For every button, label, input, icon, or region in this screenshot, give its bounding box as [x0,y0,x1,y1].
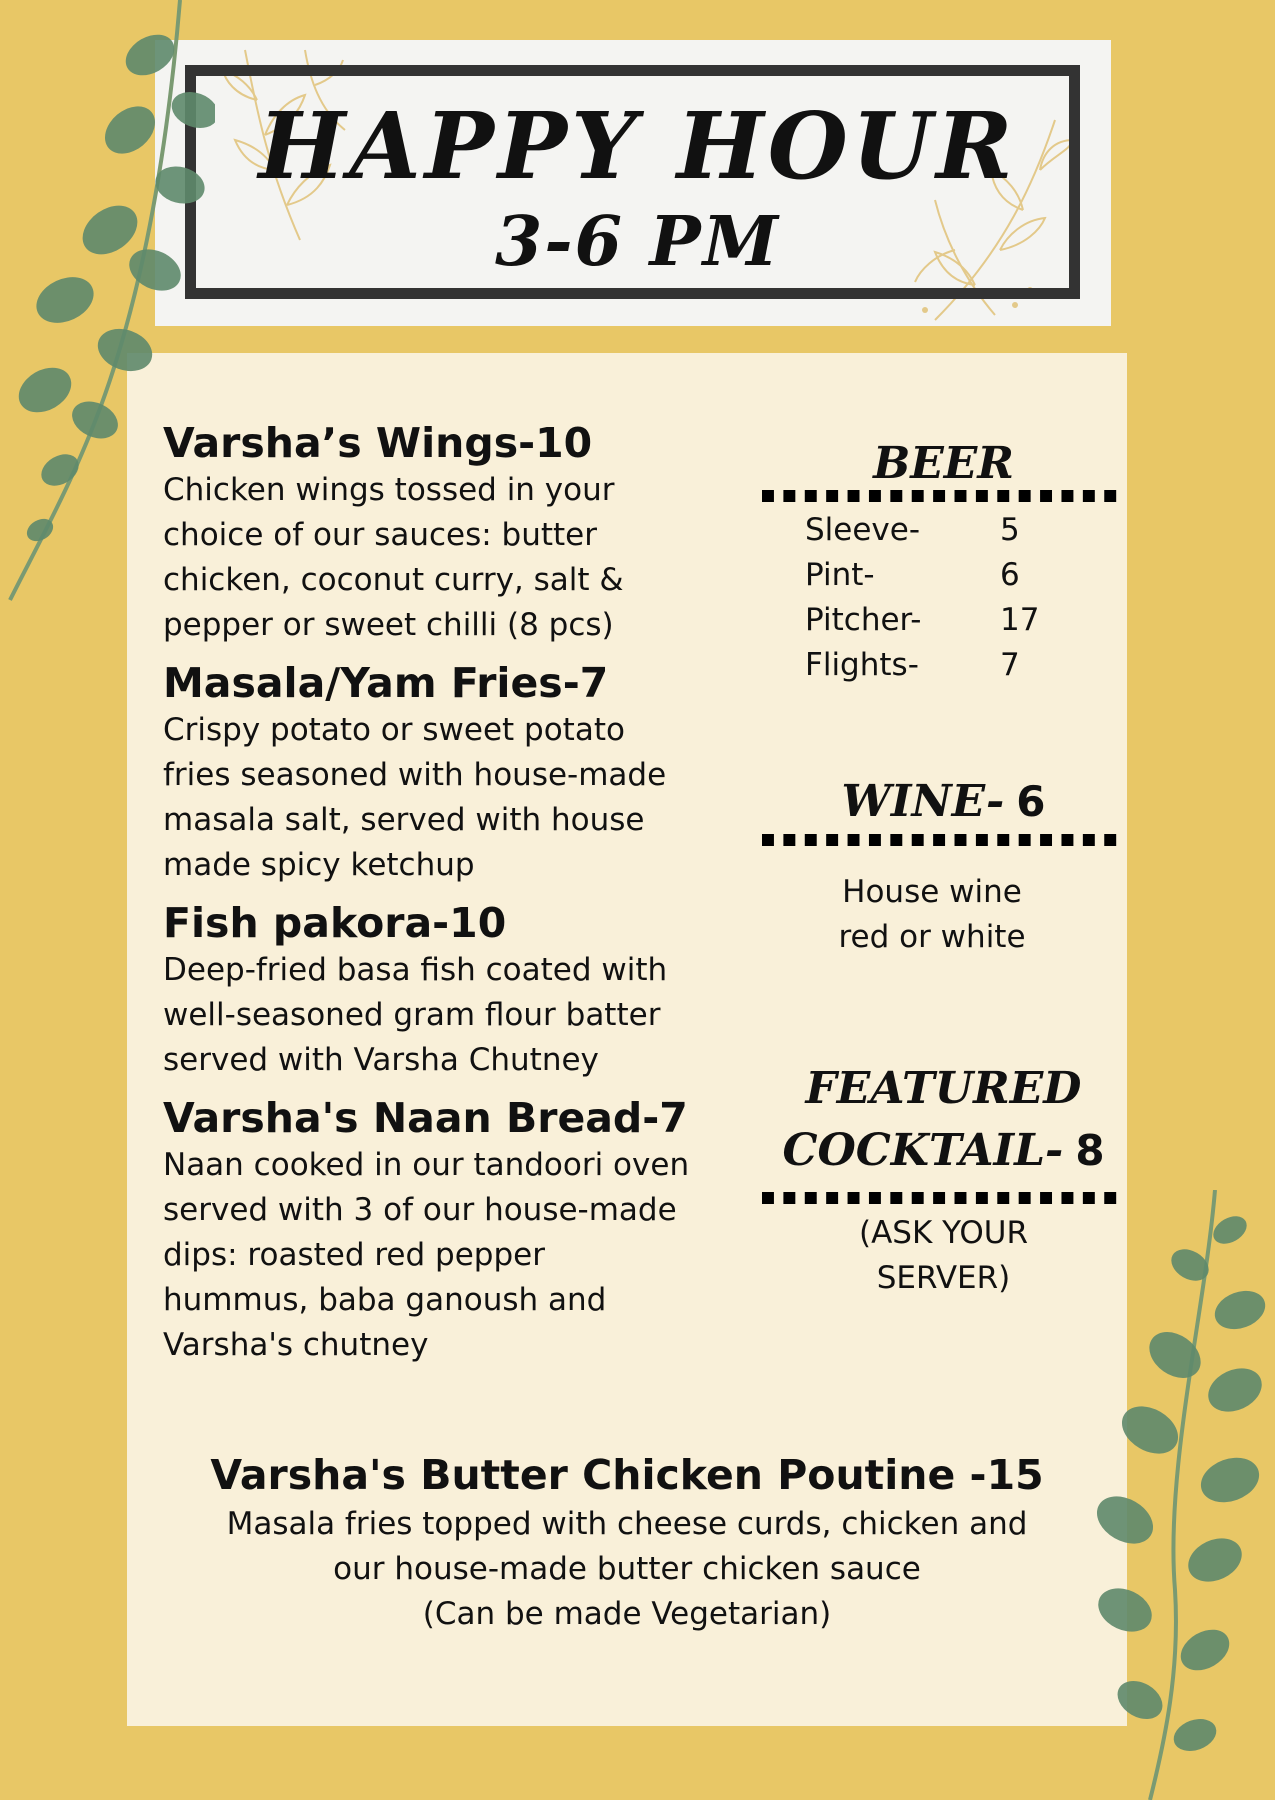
beer-heading [762,438,1125,489]
food-list [163,418,723,1378]
beer-price: 7 [1000,647,1020,683]
eucalyptus-branch-icon [0,0,215,610]
food-item [163,658,723,888]
food-item-description: Crispy potato or sweet potato fries seasoned with house-made masala salt, served with house made spicy ketchup [163,712,667,883]
page-title: HAPPY HOUR [258,92,1017,200]
beer-row [805,508,1039,553]
food-item-description: Chicken wings tossed in your choice of our sauces: butter chicken, coconut curry, salt & pepper or sweet chilli (8 pcs) [163,472,624,643]
food-item-description: Deep-fried basa fish coated with well-seasoned gram flour batter served with Varsha Chutney [163,952,668,1078]
cocktail-heading [762,1058,1125,1182]
eucalyptus-branch-icon [1055,1190,1275,1800]
beer-row [805,643,1039,688]
feature-item-description: Masala fries topped with cheese curds, chicken and our house-made butter chicken sauce (Can be made Vegetarian) [226,1506,1028,1632]
beer-size: Sleeve- [805,512,921,548]
cocktail-heading-line2: COCKTAIL- [782,1125,1064,1176]
wine-heading-label: WINE- [841,776,1005,827]
food-item-name: Masala/Yam Fries-7 [163,659,609,707]
feature-item-name: Varsha's Butter Chicken Poutine -15 [210,1451,1044,1499]
wine-description: House wine red or white [838,874,1026,955]
food-item-name: Varsha’s Wings-10 [163,419,593,467]
beer-size: Pint- [805,557,875,593]
beer-row [805,598,1039,643]
page-subtitle: 3-6 PM [495,202,780,282]
feature-item [127,1448,1127,1637]
food-item-description: Naan cooked in our tandoori oven served with 3 of our house-made dips: roasted red pepper hummus, baba ganoush and Varsha's chutney [163,1147,690,1363]
food-item [163,418,723,648]
food-item [163,898,723,1083]
cocktail-heading-line2-row [762,1120,1125,1182]
dotted-divider [762,490,1125,502]
beer-price-list [805,508,1039,688]
cocktail-heading-line1: FEATURED [805,1063,1082,1114]
beer-size: Flights- [805,647,919,683]
beer-price: 5 [1000,512,1020,548]
wine-price: 6 [1016,777,1046,826]
cocktail-price: 8 [1075,1126,1105,1175]
wine-heading [762,776,1125,827]
beer-price: 6 [1000,557,1020,593]
beer-heading-label: BEER [873,438,1014,489]
beer-price: 17 [1000,602,1040,638]
cocktail-description: (ASK YOUR SERVER) [858,1215,1029,1296]
food-item-name: Fish pakora-10 [163,899,507,947]
food-item [163,1093,723,1368]
dotted-divider [762,834,1125,846]
beer-row [805,553,1039,598]
beer-size: Pitcher- [805,602,922,638]
food-item-name: Varsha's Naan Bread-7 [163,1094,688,1142]
